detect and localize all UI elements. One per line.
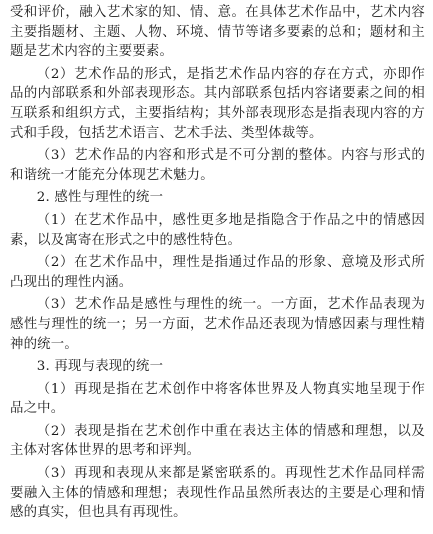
section-heading-sensibility-rationality: 2. 感性与理性的统一 bbox=[36, 190, 164, 206]
paragraph-expression: （2）表现是指在艺术创作中重在表达主体的情感和理想，以及主体对客体世界的思考和评判。 bbox=[10, 423, 425, 459]
paragraph-content-form-unity: （3）艺术作品的内容和形式是不可分割的整体。内容与形式的和谐统一才能充分体现艺术魅力。 bbox=[10, 148, 425, 183]
paragraph-form-definition: （2）艺术作品的形式，是指艺术作品内容的存在方式，亦即作品的内部联系和外部表现形态。其内部联系包括内容诸要素之间的相互联系和组织方式，主要指结构；其外部表现形态是指表现内容的方式和手段，包括艺术语言、艺术手法、类型体裁等。 bbox=[10, 66, 425, 141]
paragraph-intro-continuation: 受和评价，融入艺术家的知、情、意。在具体艺术作品中，艺术内容主要指题材、主题、人物、环境、情节等诸多要素的总和；题材和主题是艺术内容的主要要素。 bbox=[10, 5, 425, 60]
paragraph-reproduction-expression-link: （3）再现和表现从来都是紧密联系的。再现性艺术作品同样需要融入主体的情感和理想；表现性作品虽然所表达的主要是心理和情感的真实，但也具有再现性。 bbox=[10, 466, 425, 521]
paragraph-sensibility-rationality-unity: （3）艺术作品是感性与理性的统一。一方面，艺术作品表现为感性与理性的统一；另一方面，艺术作品还表现为情感因素与理性精神的统一。 bbox=[10, 297, 425, 352]
paragraph-sensibility: （1）在艺术作品中，感性更多地是指隐含于作品之中的情感因素，以及寓寄在形式之中的感性特色。 bbox=[10, 212, 425, 248]
paragraph-reproduction: （1）再现是指在艺术创作中将客体世界及人物真实地呈现于作品之中。 bbox=[10, 381, 425, 417]
section-heading-reproduction-expression: 3. 再现与表现的统一 bbox=[36, 359, 164, 375]
paragraph-rationality: （2）在艺术作品中，理性是指通过作品的形象、意境及形式所凸现出的理性内涵。 bbox=[10, 255, 425, 290]
